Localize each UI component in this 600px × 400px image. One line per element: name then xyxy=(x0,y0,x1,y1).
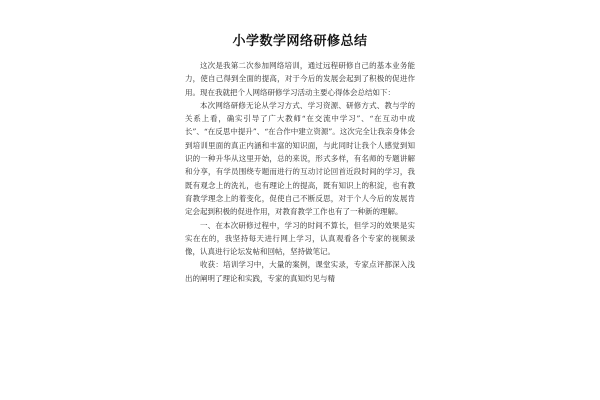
paragraph-section-one: 一、在本次研修过程中，学习的时间不算长，但学习的效果是实实在在的，我坚持每天进行网上学习，认真观看各个专家的视频录像，认真进行论坛发帖和回帖，坚持做笔记。 xyxy=(185,220,415,257)
document-title: 小学数学网络研修总结 xyxy=(232,34,368,49)
paragraph-overview: 本次网络研修无论从学习方式、学习资源、研修方式、教与学的关系上看，确实引导了广大教师“在交流中学习”、“在互动中成长”、“在反思中提升”、“在合作中建立资源”。这次完全让我亲身体会到培训里面的真正内涵和丰富的知识面，与此同时让我个人感觉到知识的一种升华从这里开始，总的来说，形式多样，有名师的专题讲解和分享，有学员围绕专题而进行的互动讨论回首近段时间的学习，我既有观念上的洗礼，也有理论上的提高，既有知识上的积淀，也有教育教学理念上的着变化，促使自己不断反思，对于个人今后的发展肯定会起到积极的促进作用，对教育教学工作也有了一种新的理解。 xyxy=(185,100,415,217)
paragraph-gains: 收获：培训学习中，大量的案例，课堂实录，专家点评都深入浅出的阐明了理论和实践，专家的真知灼见与精 xyxy=(185,260,415,283)
document-body xyxy=(185,30,415,285)
paragraph-intro: 这次是我第二次参加网络培训，通过远程研修自己的基本业务能力，使自己得到全面的提高，对于今后的发展会起到了积极的促进作用。现在我就把个人网络研修学习活动主要心得体会总结如下： xyxy=(185,61,415,97)
